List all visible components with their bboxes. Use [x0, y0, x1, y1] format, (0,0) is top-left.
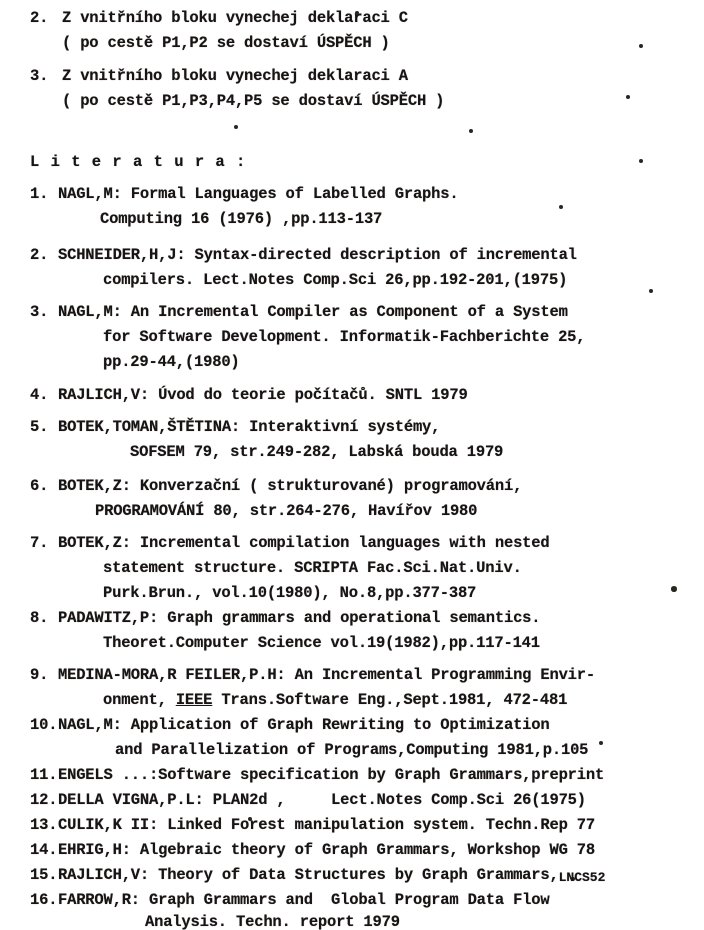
- reference-number: 4.: [30, 386, 49, 404]
- reference-text: BOTEK,Z: Incremental compilation languages with nested: [58, 534, 550, 552]
- reference-series-code: LNCS52: [558, 870, 606, 885]
- reference-line: pp.29-44,(1980): [103, 353, 240, 371]
- reference-item: [0, 383, 704, 408]
- reference-item: [0, 888, 704, 930]
- reference-line: [0, 813, 704, 838]
- reference-text: NAGL,M: Application of Graph Rewriting to Optimization: [58, 716, 550, 734]
- reference-number: 7.: [30, 534, 49, 552]
- reference-number: 5.: [30, 418, 49, 436]
- reference-line: [0, 863, 704, 888]
- reference-number: 11.: [30, 766, 58, 784]
- reference-text: ENGELS ...:Software specification by Graph Grammars,preprint: [58, 766, 605, 784]
- reference-item: [0, 415, 704, 465]
- reference-number: 16.: [30, 891, 58, 909]
- scan-noise-specks: [0, 0, 2, 2]
- item-number: 3.: [30, 67, 49, 85]
- reference-number: 2.: [30, 246, 49, 264]
- exercise-item: [0, 6, 704, 56]
- reference-line: [0, 763, 704, 788]
- reference-number: 15.: [30, 866, 58, 884]
- reference-item: [0, 713, 704, 763]
- reference-number: 14.: [30, 841, 58, 859]
- reference-text: CULIK,K II: Linked Forest manipulation system. Techn.Rep 77: [58, 816, 595, 834]
- reference-line: [0, 663, 704, 688]
- reference-item: [0, 300, 704, 375]
- reference-number: 8.: [30, 609, 49, 627]
- reference-number: 1.: [30, 185, 49, 203]
- reference-text: BOTEK,TOMAN,ŠTĚTINA: Interaktivní systémy,: [58, 418, 441, 436]
- reference-line: Computing 16 (1976) ,pp.113-137: [100, 210, 383, 228]
- literature-heading: L i t e r a t u r a :: [30, 153, 247, 171]
- reference-line: Theoret.Computer Science vol.19(1982),pp.117-141: [103, 634, 540, 652]
- reference-line: [0, 415, 704, 440]
- exercise-item: [0, 64, 704, 114]
- reference-number: 9.: [30, 666, 49, 684]
- reference-item: [0, 663, 704, 713]
- reference-item: [0, 763, 704, 788]
- reference-line: Analysis. Techn. report 1979: [145, 913, 400, 930]
- reference-text: EHRIG,H: Algebraic theory of Graph Grammars, Workshop WG 78: [58, 841, 595, 859]
- reference-number: 13.: [30, 816, 58, 834]
- reference-line: statement structure. SCRIPTA Fac.Sci.Nat.Univ.: [103, 559, 522, 577]
- reference-item: [0, 243, 704, 293]
- reference-line: [0, 838, 704, 863]
- reference-text: SCHNEIDER,H,J: Syntax-directed description of incremental: [58, 246, 577, 264]
- reference-number: 12.: [30, 791, 58, 809]
- exercise-text: Z vnitřního bloku vynechej deklaraci C: [62, 9, 408, 27]
- reference-item: [0, 182, 704, 232]
- reference-line: [0, 182, 704, 207]
- reference-line: [0, 713, 704, 738]
- reference-line: [0, 531, 704, 556]
- reference-line: [0, 300, 704, 325]
- reference-line: [0, 606, 704, 631]
- reference-line: [0, 474, 704, 499]
- exercise-text: Z vnitřního bloku vynechej deklaraci A: [62, 67, 408, 85]
- reference-text: RAJLICH,V: Úvod do teorie počítačů. SNTL 1979: [58, 386, 468, 404]
- underlined-journal-name: IEEE: [175, 691, 213, 709]
- reference-item: [0, 531, 704, 606]
- reference-text: MEDINA-MORA,R FEILER,P.H: An Incremental Programming Envir-: [58, 666, 595, 684]
- reference-text: DELLA VIGNA,P.L: PLAN2d , Lect.Notes Comp.Sci 26(1975): [58, 791, 586, 809]
- reference-line: Purk.Brun., vol.10(1980), No.8,pp.377-387: [103, 584, 477, 602]
- reference-text: RAJLICH,V: Theory of Data Structures by Graph Grammars,: [58, 866, 559, 884]
- reference-line: and Parallelization of Programs,Computing 1981,p.105: [115, 741, 589, 759]
- reference-number: 3.: [30, 303, 49, 321]
- reference-number: 10.: [30, 716, 58, 734]
- reference-line: [0, 383, 704, 408]
- reference-line: for Software Development. Informatik-Fachberichte 25,: [103, 328, 586, 346]
- reference-item: [0, 813, 704, 838]
- reference-line: [0, 888, 704, 913]
- reference-text: PADAWITZ,P: Graph grammars and operational semantics.: [58, 609, 541, 627]
- reference-line: [0, 243, 704, 268]
- exercise-line: [0, 6, 704, 31]
- exercise-line: ( po cestě P1,P3,P4,P5 se dostaví ÚSPĚCH ): [62, 92, 445, 110]
- reference-text: BOTEK,Z: Konverzační ( strukturované) programování,: [58, 477, 523, 495]
- reference-line: [0, 788, 704, 813]
- reference-item: [0, 606, 704, 656]
- reference-text: Trans.Software Eng.,Sept.1981, 472-481: [212, 691, 568, 709]
- reference-line: SOFSEM 79, str.249-282, Labská bouda 1979: [130, 443, 504, 461]
- reference-text: NAGL,M: Formal Languages of Labelled Graphs.: [58, 185, 459, 203]
- reference-text: FARROW,R: Graph Grammars and Global Program Data Flow: [58, 891, 550, 909]
- reference-text: onment,: [103, 691, 176, 709]
- reference-line: PROGRAMOVÁNÍ 80, str.264-276, Havířov 1980: [95, 502, 478, 520]
- reference-line: [0, 688, 704, 713]
- reference-item: [0, 788, 704, 813]
- reference-text: NAGL,M: An Incremental Compiler as Component of a System: [58, 303, 568, 321]
- reference-line: compilers. Lect.Notes Comp.Sci 26,pp.192-201,(1975): [103, 271, 568, 289]
- reference-item: [0, 474, 704, 524]
- reference-item: [0, 863, 704, 888]
- exercise-line: [0, 64, 704, 89]
- reference-number: 6.: [30, 477, 49, 495]
- item-number: 2.: [30, 9, 49, 27]
- exercise-line: ( po cestě P1,P2 se dostaví ÚSPĚCH ): [62, 34, 390, 52]
- reference-item: [0, 838, 704, 863]
